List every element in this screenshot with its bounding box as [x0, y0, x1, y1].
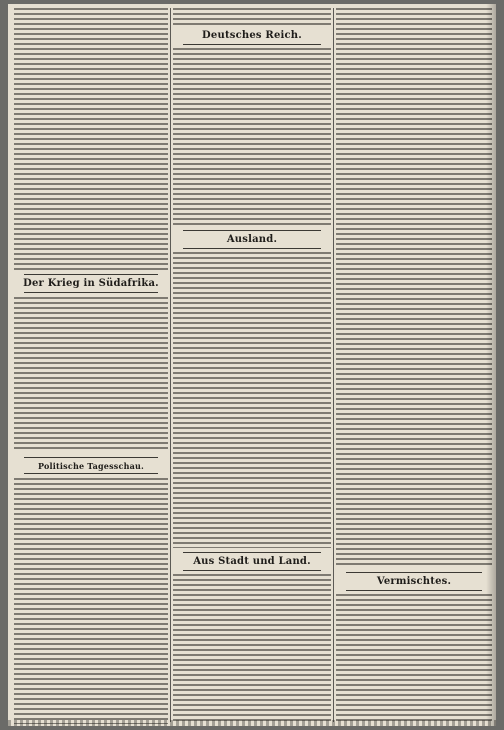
page-edge-ornament [8, 720, 496, 726]
divider [346, 572, 482, 573]
paragraph [173, 48, 331, 226]
section-heading-krieg: Der Krieg in Südafrika. [23, 278, 159, 289]
newspaper-page [8, 4, 496, 726]
column-rule [333, 8, 334, 722]
divider [24, 292, 158, 293]
column-3 [336, 8, 492, 722]
divider [183, 570, 321, 571]
divider [183, 230, 321, 231]
divider [346, 590, 482, 591]
section-heading-vermischtes: Vermischtes. [376, 576, 452, 587]
divider [24, 457, 158, 458]
section-heading-tagesschau: Politische Tagesschau. [38, 461, 144, 471]
section-heading-ausland: Ausland. [226, 234, 278, 245]
divider [183, 248, 321, 249]
column-1 [14, 8, 168, 722]
divider [183, 552, 321, 553]
divider [24, 274, 158, 275]
divider [183, 44, 321, 45]
paragraph [14, 478, 168, 724]
paragraph [173, 574, 331, 724]
paragraph [173, 252, 331, 548]
section-heading-deutsches-reich: Deutsches Reich. [202, 30, 302, 41]
paragraph [173, 8, 331, 28]
paragraph [336, 8, 492, 568]
column-2 [173, 8, 331, 722]
column-rule [170, 8, 171, 722]
paragraph [336, 594, 492, 724]
divider [24, 473, 158, 474]
section-heading-stadt-und-land: Aus Stadt und Land. [193, 556, 311, 567]
paragraph [14, 8, 168, 270]
paragraph [14, 297, 168, 452]
